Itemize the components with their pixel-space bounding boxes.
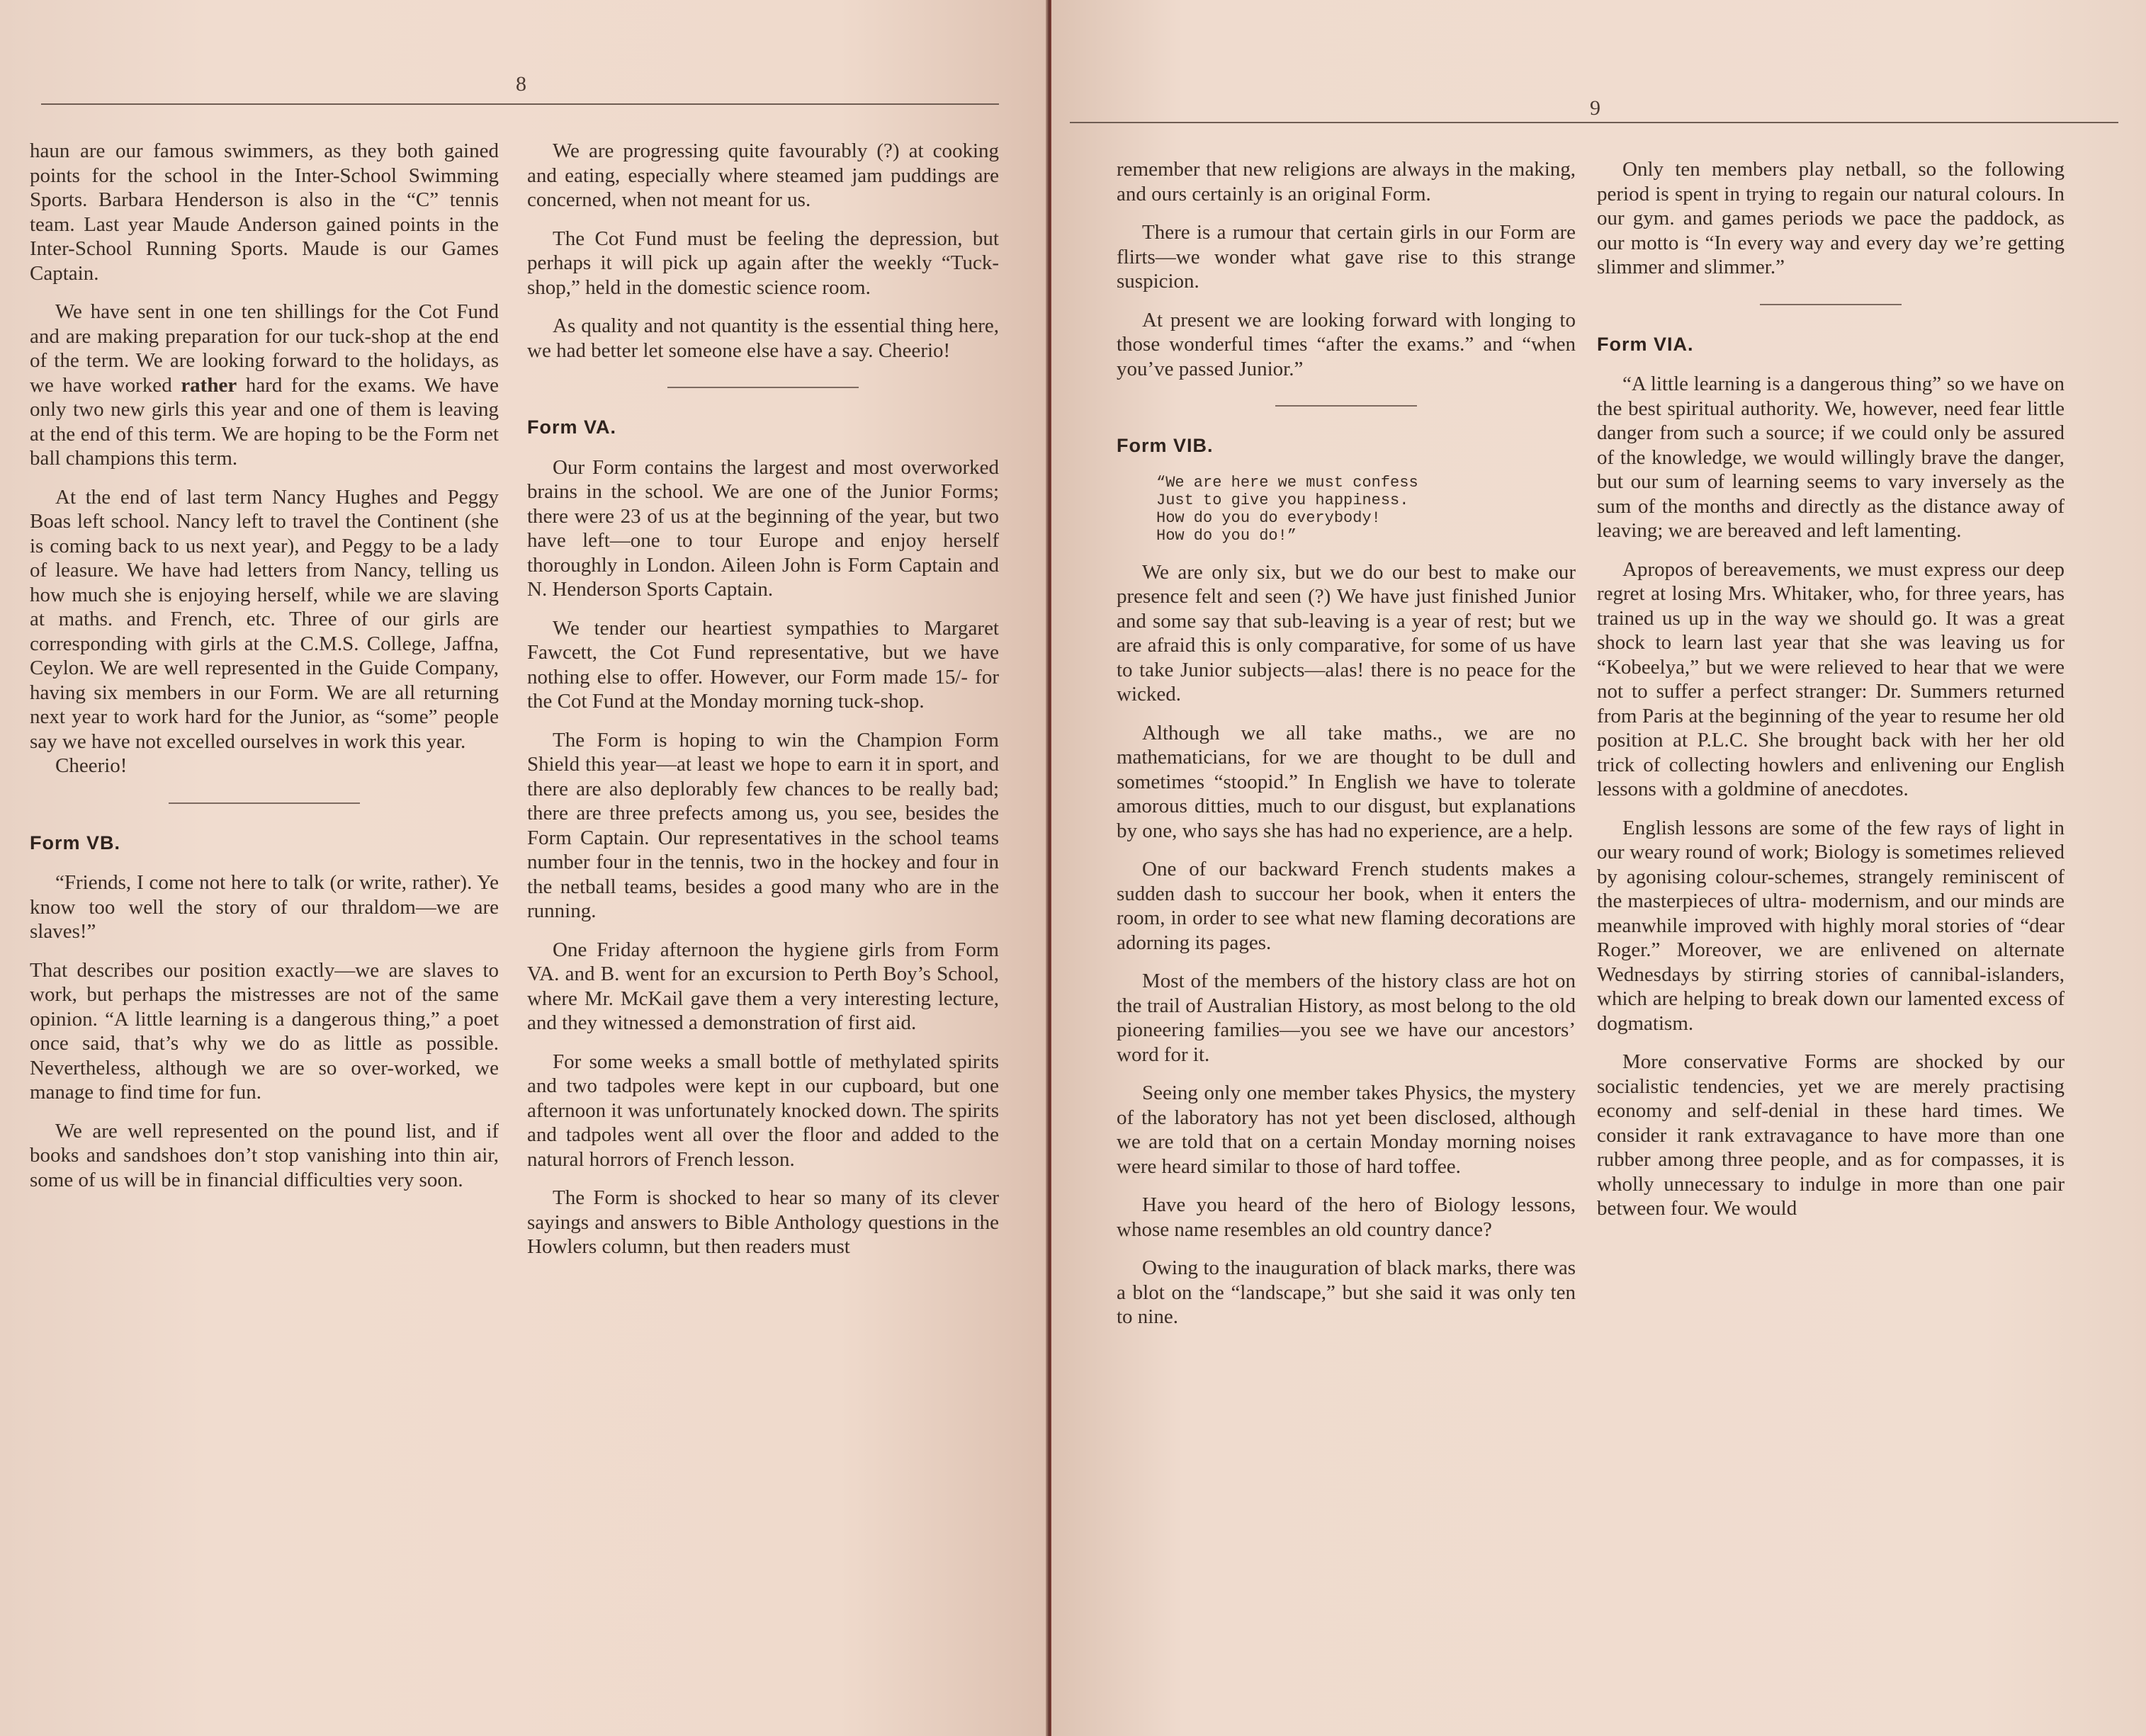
paragraph: The Form is hoping to win the Champion Form Shield this year—at least we hope to earn it in sport, and there are also deplorably few chances to be really bad; there are three prefects among us, you see, besides the Form Captain. Our representatives in the school teams number four in the tennis, two in the hockey and four in the netball teams, besides a good many who are in the running. [527, 728, 999, 922]
section-heading: Form VIB. [1117, 435, 1214, 456]
paragraph: We are progressing quite favourably (?) at cooking and eating, especially where steamed jam puddings are concerned, when not meant for us. [527, 140, 999, 211]
paragraph: Owing to the inauguration of black marks, there was a blot on the “landscape,” but she said it was only ten to nine. [1117, 1256, 1576, 1328]
section-separator [1275, 405, 1417, 407]
section-heading: Form VIA. [1597, 333, 1694, 355]
paragraph: Apropos of bereavements, we must express our deep regret at losing Mrs. Whitaker, who, for three years, has trained us up in the way we should go. It was a great shock to learn last year that she was leaving us for “Kobeelya,” but we were relieved to hear that we were not to suffer a perfect stranger: Dr. Summers returned from Paris at the beginning of the year to resume her old position at P.L.C. She brought back with her her old trick of collecting howlers and enlivening our English lessons with a goldmine of anecdotes. [1597, 557, 2065, 800]
header-rule-right [1070, 122, 2118, 123]
paragraph: Seeing only one member takes Physics, the mystery of the laboratory has not yet been disclosed, although we are told that on a certain Monday morning noises were heard similar to those of hard toffee. [1117, 1082, 1576, 1178]
paragraph: remember that new religions are always in the making, and ours certainly is an original Form. [1117, 158, 1576, 205]
left-page [0, 0, 1049, 1736]
right-column-2 [1597, 157, 2065, 1235]
right-page [1051, 0, 2146, 1736]
paragraph: At the end of last term Nancy Hughes and Peggy Boas left school. Nancy left to travel the Continent (she is coming back to us next year), and Peggy to be a lady of leasure. We have had letters from Nancy, telling us how much she is enjoying herself, while we are slaving at maths. and French, etc. Three of our girls are corresponding with girls at the C.M.S. College, Jaffna, Ceylon. We are well represented in the Guide Company, having six members in our Form. We are all returning next year to work hard for the Junior, as “some” people say we have not excelled ourselves in work this year. [30, 485, 499, 753]
paragraph: One of our backward French students makes a sudden dash to succour her book, when it enters the room, in order to see what new flaming decorations are adorning its pages. [1117, 858, 1576, 954]
paragraph: For some weeks a small bottle of methylated spirits and two tadpoles were kept in our cupboard, but one afternoon it was unfortunately knocked down. The spirits and tadpoles went all over the floor and added to the natural horrors of French lesson. [527, 1050, 999, 1171]
paragraph: One Friday afternoon the hygiene girls from Form VA. and B. went for an excursion to Perth Boy’s School, where Mr. McKail gave them a very interesting lecture, and they witnessed a demonstration of first aid. [527, 938, 999, 1034]
left-column-1 [30, 139, 499, 1206]
section-heading: Form VA. [527, 416, 617, 438]
paragraph: That describes our position exactly—we are slaves to work, but perhaps the mistresses are not of the same opinion. “A little learning is a dangerous thing,” a poet once said, that’s why we do as little as possible. Nevertheless, although we are so over-worked, we manage to find time for fun. [30, 958, 499, 1104]
bold-word: rather [181, 373, 237, 397]
section-heading: Form VB. [30, 832, 121, 853]
section-separator [667, 387, 859, 388]
page-number-left: 8 [516, 72, 526, 96]
page-number-right: 9 [1590, 96, 1600, 120]
paragraph: At present we are looking forward with longing to those wonderful times “after the exams.” and “when you’ve passed Junior.” [1117, 308, 1576, 380]
poem [1156, 474, 1576, 545]
section-separator [1760, 304, 1902, 305]
paragraph: We are only six, but we do our best to make our presence felt and seen (?) We have just finished Junior and some say that sub-leaving is a year of rest; but we are afraid this is only comparative, for some of us have to take Junior subjects—alas! there is no peace for the wicked. [1117, 560, 1576, 705]
paragraph: “Friends, I come not here to talk (or write, rather). Ye know too well the story of our thraldom—we are slaves!” [30, 871, 499, 943]
paragraph: English lessons are some of the few rays of light in our weary round of work; Biology is sometimes relieved by agonising colour-schemes, strangely reminiscent of the masterpieces of ultra- modernism, and our minds are meanwhile improved with highly moral stories of “dear Roger.” Moreover, we are enlivened on alternate Wednesdays by stirring stories of cannibal-islanders, which are helping to break down our lamented excess of dogmatism. [1597, 816, 2065, 1035]
section-separator [169, 802, 360, 804]
paragraph: Have you heard of the hero of Biology lessons, whose name resembles an old country dance? [1117, 1193, 1576, 1241]
paragraph: Although we all take maths., we are no mathematicians, for we are thought to be dull and sometimes “stoopid.” In English we have to tolerate amorous ditties, much to our disgust, but explanations by one, who says she has had no experience, are a help. [1117, 721, 1576, 842]
paragraph: The Cot Fund must be feeling the depression, but perhaps it will pick up again after the weekly “Tuck-shop,” held in the domestic science room. [527, 227, 999, 299]
paragraph: The Form is shocked to hear so many of its clever sayings and answers to Bible Anthology questions in the Howlers column, but then readers must [527, 1186, 999, 1258]
poem-line: Just to give you happiness. [1156, 491, 1409, 509]
paragraph: Most of the members of the history class are hot on the trail of Australian History, as most belong to the old pioneering families—you see we have our ancestors’ word for it. [1117, 970, 1576, 1066]
poem-line: “We are here we must confess [1156, 473, 1418, 492]
paragraph: There is a rumour that certain girls in our Form are flirts—we wonder what gave rise to this strange suspicion. [1117, 221, 1576, 293]
paragraph-text: hard for the exams. We have only two new girls this year and one of them is leaving at the end of this term. We are hoping to be the Form net ball champions this term. [30, 373, 499, 470]
paragraph: Our Form contains the largest and most overworked brains in the school. We are one of the Junior Forms; there were 23 of us at the beginning of the year, but two have left—one to tour Europe and enjoy herself thoroughly in London. Aileen John is Form Captain and N. Henderson Sports Captain. [527, 455, 999, 601]
poem-line: How do you do!” [1156, 526, 1297, 545]
paragraph: As quality and not quantity is the essential thing here, we had better let someone else have a say. Cheerio! [527, 314, 999, 362]
closing-line: Cheerio! [55, 754, 128, 777]
header-rule-left [41, 103, 999, 105]
paragraph: “A little learning is a dangerous thing” so we have on the best spiritual authority. We, however, need fear little danger from such a source; if we could only be assured of the knowledge, we would willingly brave the danger, but our sum of learning seems to vary inversely as the sum of the months and directly as the distance away of leaving; we are bereaved and left lamenting. [1597, 373, 2065, 542]
paragraph: haun are our famous swimmers, as they both gained points for the school in the Inter-School Swimming Sports. Barbara Henderson is also in the “C” tennis team. Last year Maude Anderson gained points in the Inter-School Running Sports. Maude is our Games Captain. [30, 140, 499, 285]
paragraph: We tender our heartiest sympathies to Margaret Fawcett, the Cot Fund representative, but we have nothing else to offer. However, our Form made 15/- for the Cot Fund at the Monday morning tuck-shop. [527, 616, 999, 713]
paragraph: More conservative Forms are shocked by our socialistic tendencies, yet we are merely practising economy and self-denial in these hard times. We consider it rank extravagance to have more than one rubber among three people, and as for compasses, it is wholly unnecessary to indulge in more than one pair between four. We would [1597, 1050, 2065, 1220]
paragraph: Only ten members play netball, so the following period is spent in trying to regain our natural colours. In our gym. and games periods we pace the paddock, as our motto is “In every way and every day we’re getting slimmer and slimmer.” [1597, 158, 2065, 278]
paragraph [30, 300, 499, 471]
paragraph-text: We have sent in one ten shillings for the Cot Fund and are making preparation for our tuck-shop at the end of the term. We are looking forward to the holidays, as we have worked [30, 300, 499, 397]
poem-line: How do you do everybody! [1156, 509, 1381, 527]
paragraph: We are well represented on the pound list, and if books and sandshoes don’t stop vanishing into thin air, some of us will be in financial difficulties very soon. [30, 1119, 499, 1191]
right-column-1 [1117, 157, 1576, 1344]
left-column-2 [527, 139, 999, 1273]
